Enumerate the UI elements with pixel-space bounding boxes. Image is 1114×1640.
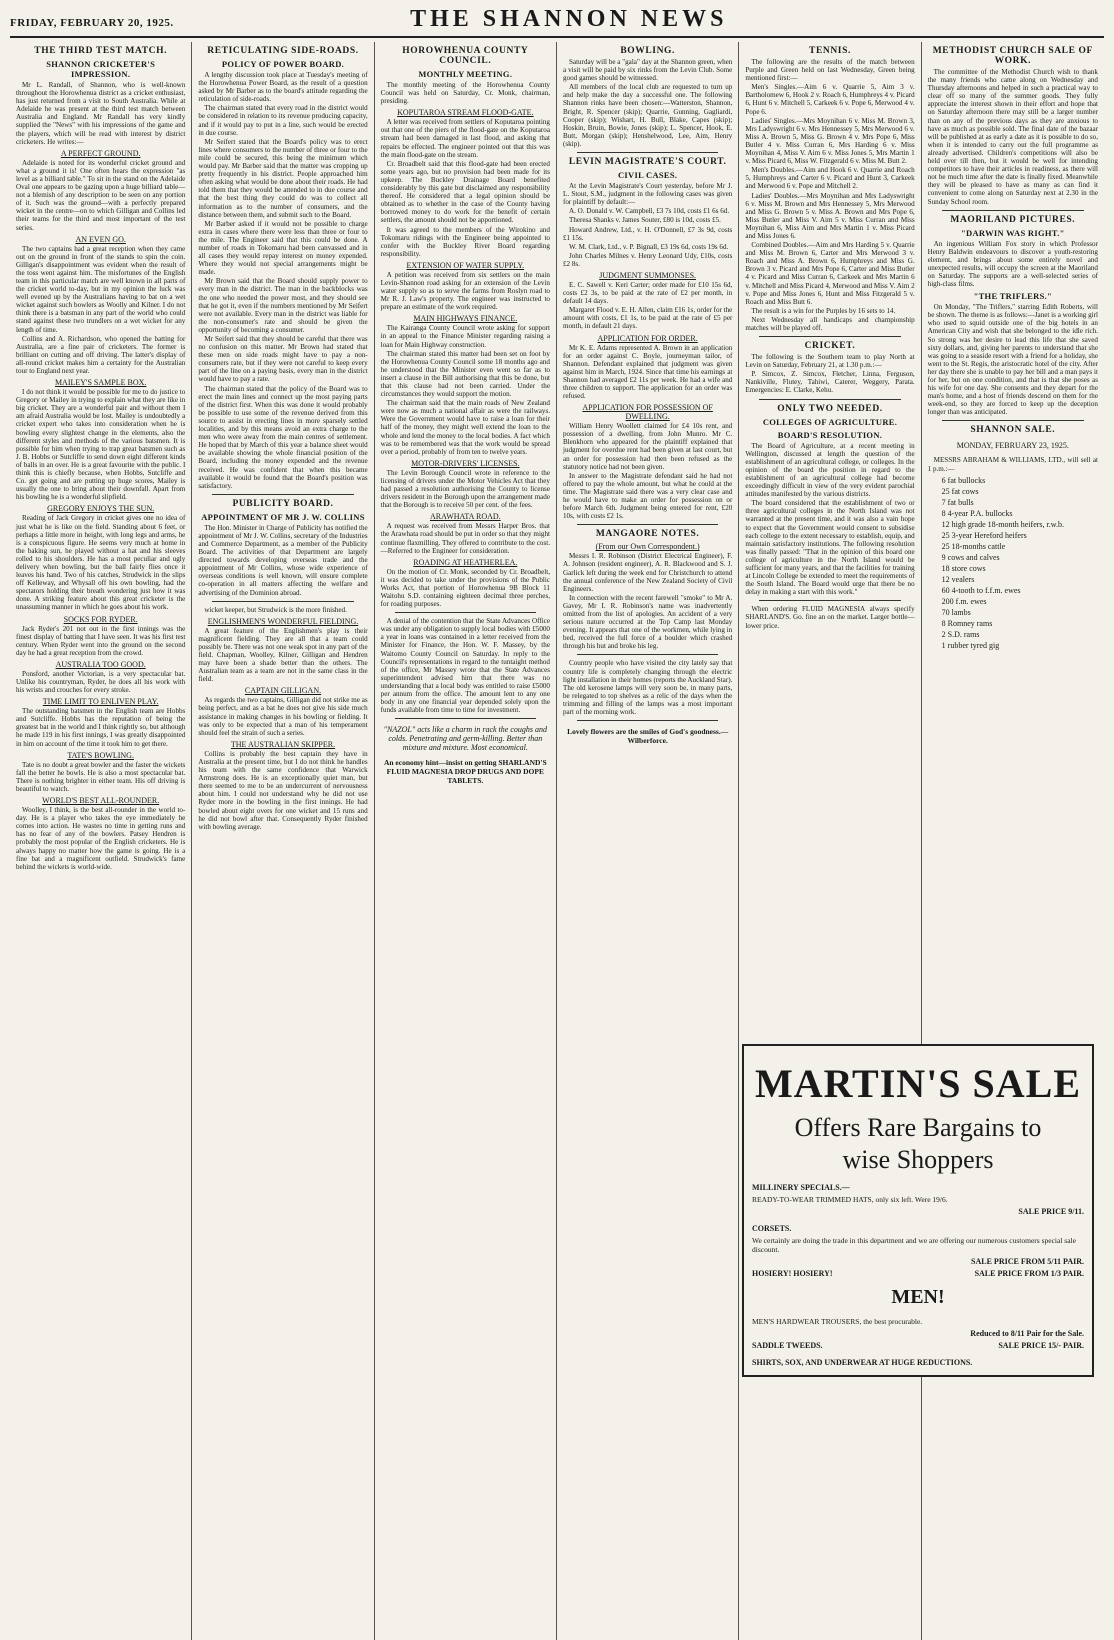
fluid-magnesia-advert: When ordering FLUID MAGNESIA always specify SHARLAND'S. Go. fine an on the market. Larger bottle—lower price. (745, 605, 915, 630)
newspaper-title: THE SHANNON NEWS (410, 6, 728, 32)
column-6 (922, 42, 1104, 1640)
corsets-heading: CORSETS. (752, 1224, 792, 1233)
divider (395, 718, 536, 719)
paragraph: Ladies' Singles.—Mrs Moynihan 6 v. Miss M. Brown 3, Mrs Ladyswright 6 v. Mrs Hennessey 5, Mrs Merwood 6 v. Miss A. Brown 5, Miss G. Brown 4 v. Mrs Pope 6, Miss Butler 4 v. Miss Curran 6, Mrs Harding 6 v. Miss Moynihan 4, Miss V. Aim 6 v. Miss Jones 5, Mrs Martin 1 v. Miss Picard 6, Miss W. Fitzgerald 6 v. Miss M. Butt 2. (745, 116, 915, 166)
section-heading: APPLICATION FOR ORDER. (597, 333, 698, 343)
paragraph: The board considered that the establishment of two or three agricultural colleges in the North Island was not warranted at the present time, and it was also a vain hope to expect that the Government would consent to subsidise each college to the extent necessary to establish, equip, and maintain satisfactory institutions. The following resolution was finally passed: "That in the opinion of this board one college of agriculture in the North Island would be sufficient for many years, and that the facilities for training at Lincoln College be extended to meet the requirements of the South Island. The Board would urge that there be no delay in making a start with this work." (745, 499, 915, 597)
corsets-description: We certainly are doing the trade in this department and we are offering our numerous customers special sale discount. (752, 1236, 1076, 1254)
paragraph: A petition was received from six settlers on the main Levin-Shannon road asking for an extension of the Levin water supply so as to serve the farms from Roslyn road to Mr R. J. Law's property. The engineer was instructed to prepare an estimate of the work required. (380, 270, 550, 312)
paragraph: The committee of the Methodist Church wish to thank the many friends who came along on Wednesday and Thursday afternoons and helped in such a practical way to clear off so many of the summer goods. They fully appreciate the interest shown in their effort and hope that on Saturday afternoon there may still be a larger number than on any of the previous days as they are anxious to have as much as possible sold. The final date of the bazaar will be published at as early a date as it is possible to do so, when it is intended to carry out the full programme as already advertised. Children's competitions will also be held over till then, but it would be well for intending competitors to have their articles in readiness, as there will not be much time after the date is finally fixed. Meanwhile they will be pleased to have as many as can find it convenient to come along on Saturday next at 2.30 in the Sunday School room. (927, 68, 1098, 206)
paragraph: The outstanding batsmen in the English team are Hobbs and Sutcliffe. Hobbs has the reputation of being the greatest bat in the world and I think rightly so, but although he made 119 in his first innings, I was greatly disappointed in him on account of the time it took him to get there. (16, 707, 186, 748)
subhead-appointment: APPOINTMENT OF MR J. W. COLLINS (201, 511, 365, 522)
corsets-price: SALE PRICE FROM 5/11 PAIR. (971, 1257, 1084, 1266)
paragraph: The chairman stated this matter had been set on foot by the Horowhenua County Council some 18 months ago and he understood that the Minister even went so far as to insert a clause in the Bill authorising that this be done, but that this clause had not been carried. Under the circumstances they would support the motion. (380, 349, 550, 399)
headline-shannon-sale: SHANNON SALE. (970, 425, 1056, 436)
hats-description: READY-TO-WEAR TRIMMED HATS, only six left. Were 19/6. (752, 1195, 948, 1204)
paragraph: The Levin Borough Council wrote in reference to the licensing of drivers under the Motor Vehicles Act that they had passed a resolution authorising the County to license drivers resident in the Borough upon the arrangement made that the Borough is to receive 50 per cent. of the fees. (380, 468, 550, 510)
paragraph: Saturday will be a "gala" day at the Shannon green, when a visit will be paid by six rinks from the Levin Club. Some good games should be witnessed. (562, 58, 733, 83)
paragraph: The following are the results of the match between Purple and Green held on last Wednesday, Green being mentioned first:— (745, 58, 915, 83)
section-heading: ENGLISHMEN'S WONDERFUL FIELDING. (207, 616, 359, 626)
sale-item: 12 vealers (941, 574, 975, 584)
tweeds-heading: SADDLE TWEEDS. (752, 1341, 823, 1350)
paragraph: Ponsford, another Victorian, is a very spectacular bat. Unlike his countryman, Ryder, he does all his work with his wrists and crouches for every stroke. (16, 669, 186, 695)
subhead-impression: SHANNON CRICKETER'S IMPRESSION. (46, 59, 156, 79)
sale-item: 25 fat cows (941, 486, 979, 496)
column-5 (739, 42, 921, 1640)
headline-methodist-sale: METHODIST CHURCH SALE OF WORK. (932, 46, 1093, 66)
column-2 (192, 42, 374, 1640)
paragraph: A letter was received from settlers of Koputaroa pointing out that one of the piers of the flood-gate on the Koputaroa stream had been damaged in last flood, and asking that repairs be effected. The engineer pointed out that this was the main flood-gate on the stream. (380, 118, 550, 159)
headline-maoriland-pictures: MAORILAND PICTURES. (950, 214, 1076, 225)
subhead-darwin: "DARWIN WAS RIGHT." (961, 227, 1065, 238)
hosiery-price: SALE PRICE FROM 1/3 PAIR. (974, 1269, 1084, 1278)
subhead-monthly-meeting: MONTHLY MEETING. (418, 69, 513, 79)
headline-side-roads: RETICULATING SIDE-ROADS. (207, 46, 359, 56)
section-heading: GREGORY ENJOYS THE SUN. (47, 504, 155, 514)
paragraph: Men's Doubles.—Aim and Hook 6 v. Quarrie and Roach 5, Humphreys and Carter 6 v. Picard and Hunt 3, Carkeek and Merwood 6 v. Pope and Mitchell 2. (745, 166, 915, 191)
sale-item: 2 S.D. rams (941, 629, 980, 639)
paragraph: Messrs I. R. Robinson (District Electrical Engineer), F. A. Johnson (resident engineer), A. R. Blackwood and S. J. Garlick left during the week end for Christchurch to attend the annual conference of the New Zealand Society of Civil Engineers. (562, 552, 733, 593)
sale-item: 12 high grade 18-month heifers, r.w.b. (941, 519, 1064, 529)
advert-title: MARTIN'S SALE (754, 1061, 1082, 1106)
paragraph: John Charles Milnes v. Henry Leonard Udy, £10s, costs £2 8s. (562, 251, 733, 268)
sale-date: MONDAY, FEBRUARY 23, 1925. (956, 441, 1069, 451)
paragraph: Jack Ryder's 201 not out in the first innings was the finest display of batting that I have seen. It was his first test century. When Ryder went into the ground on the second day he had a great reception from the crowd. (16, 624, 186, 657)
paragraph: Cr. Broadbelt said that this flood-gate had been erected some years ago, but no provision had been made for its upkeep. The Buckley Drainage Board benefited considerably by this gate but disclaimed any responsibility thereof. He considered that a legal opinion should be obtained as to whether in the case of the County having borrowed money to do work for the benefit of certain settlers, the amount should not be apportioned. (380, 159, 550, 225)
paragraph: At the Levin Magistrate's Court yesterday, before Mr J. L. Stout, S.M., judgment in the following cases was given for plaintiff by default:— (562, 182, 733, 207)
headline-cricket: CRICKET. (804, 341, 856, 352)
headline-magistrates-court: LEVIN MAGISTRATE'S COURT. (568, 157, 727, 168)
paragraph: The chairman stated that every road in the district would be considered in relation to its revenue producing capacity, and if it would pay to put in a line, such would be erected in due course. (198, 104, 368, 137)
paragraph: Mr L. Randall, of Shannon, who is well-known throughout the Horowhenua district as a cricket enthusiast, has just returned from a visit to South Australia. While at Adelaide he was present at the third test match between Australia and England. Mr Randall has very kindly supplied the "News" with his impressions of the game and the players, which will be read with interest by district cricketers. He writes:— (16, 81, 186, 146)
divider (577, 524, 718, 525)
headline-tennis: TENNIS. (809, 46, 851, 56)
paragraph: Mr Barber asked if it would not be possible to charge extra in cases where there were less than three or four to the mile. The Engineer said that this could be done. A number of roads in Tokomaru had been canvassed and in all cases they would repay interest on money expended. Where they would not special arrangements might be made. (198, 219, 368, 277)
headline-test-match: THE THIRD TEST MATCH. (34, 46, 168, 56)
paragraph: A lengthy discussion took place at Tuesday's meeting of the Horowhenua Power Board, as the result of a question asked by Mr Barber as to the board's attitude regarding the reticulation of side-roads. (198, 71, 368, 104)
men-heading: MEN! (891, 1286, 945, 1308)
divider (577, 654, 718, 655)
paragraph: A. O. Donald v. W. Campbell, £3 7s 10d, costs £1 6s 6d. (568, 207, 730, 216)
section-heading: A PERFECT GROUND. (60, 148, 141, 158)
paragraph: A great feature of the Englishmen's play is their magnificent fielding. They are all that a team could possibly be. There was not one weak spot in any part of the field. Chapman, Woolley, Kilner, Gilligan and Hendren may have been a shade better than the others. The Australian team as a team are not in the same class in the field. (198, 626, 368, 684)
section-heading: TATE'S BOWLING. (67, 750, 134, 760)
divider (759, 399, 900, 400)
paragraph: Next Wednesday all handicaps and championship matches will be played off. (745, 315, 915, 332)
sale-item: 25 18-months cattle (941, 541, 1006, 551)
paragraph: The chairman stated that the policy of the Board was to erect the main lines and connect up the most paying parts of the district first. When this was done it would probably be possible to use some of the revenue derived from this source to assist in erecting lines in more sparsely settled localities, and by this means avoid an extra charge to the men who were away from the main centres of settlement. He hoped that by March of this year a balance sheet would be available showing the whole financial position of the Board, including the money expended and the revenue received. He was confident that when this became available it would be found that the Board's position was satisfactory. (198, 384, 368, 490)
section-heading: AUSTRALIA TOO GOOD. (55, 659, 146, 669)
sale-item: 70 lambs (941, 607, 971, 617)
issue-date: FRIDAY, FEBRUARY 20, 1925. (10, 17, 174, 29)
shirts-line: SHIRTS, SOX, AND UNDERWEAR AT HUGE REDUCTIONS. (752, 1358, 973, 1367)
section-heading: JUDGMENT SUMMONSES. (599, 270, 697, 280)
advert-tagline-1: Offers Rare Bargains to (794, 1113, 1042, 1142)
headline-only-two-needed: ONLY TWO NEEDED. (777, 403, 883, 414)
divider (942, 210, 1084, 211)
paragraph: Collins and A. Richardson, who opened the batting for Australia, are a fine pair of cricketers. The former is brilliant on cutting and off driving. The latter's display of all-round cricket makes him a certainty for the Australian tour to England next year. (16, 334, 186, 375)
hats-price: SALE PRICE 9/11. (1018, 1207, 1084, 1216)
section-heading: MAIN HIGHWAYS FINANCE. (413, 314, 518, 324)
trousers-description: MEN'S HARDWEAR TROUSERS, the best procurable. (752, 1317, 923, 1326)
sale-item: 7 fat bulls (941, 497, 974, 507)
section-heading: (From our Own Correspondent.) (595, 542, 700, 552)
paragraph: As regards the two captains, Gilligan did not strike me as being perfect, and as a bat he does not give his side much assistance in making changes in his bowling or fielding. It was only to be expected that a man of his temperament should feel the strain of such a series. (198, 696, 368, 737)
headline-mangaore-notes: MANGAORE NOTES. (595, 529, 700, 540)
headline-county-council: HOROWHENUA COUNTY COUNCIL. (402, 46, 529, 66)
paragraph: A request was received from Messrs Harper Bros. that the Arawhata road should be put in order so that they might continue flaxmilling. They offered to contribute to the cost.—Referred to the Engineer for consideration. (380, 522, 550, 555)
paragraph: An ingenious William Fox story in which Professor Henry Baldwin endeavours to discover a youth-restoring element, and brings about some entirely novel and unexpected results, will occupy the screen at the Maoriland on Saturday. The supports are a well-selected series of high-class films. (927, 239, 1098, 289)
column-1 (10, 42, 192, 1640)
paragraph: Tate is no doubt a great bowler and the faster the wickets fall the better he bowls. He is also a most spectacular bat. There is nothing brighter in either team. His off driving is beautiful to watch. (16, 760, 186, 793)
subhead-triflers: "THE TRIFLERS." (973, 291, 1053, 302)
sale-item: 18 store cows (941, 563, 986, 573)
paragraph: The Kairanga County Council wrote asking for support in an appeal to the Finance Minister regarding raising a loan for Main Highway construction. (380, 324, 550, 349)
section-heading: AN EVEN GO. (75, 234, 126, 244)
divider (577, 720, 718, 721)
paragraph: It was agreed to the members of the Wirokino and Tokomaru ridings with the Engineer being appointed to confer with the Buckley River Board regarding responsibility. (380, 225, 550, 258)
paragraph: Reading of Jack Gregory in cricket gives one no idea of just what he is like on the field. Standing about 6 feet, or perhaps a little more in height, with long legs and arms, he is a conspicuous figure. He seems very much at home in the baking sun, he played without a hat and his sleeves rolled to his shoulders. He has a most peculiar and ugly delivery when bowling, but the ball fairly flies once it leaves his hand. Two of his catches, Strudwick in the slips off Kelleway, and Whysall off his own bowling, had the spectators holding their breath wondering just how it was done. A striking feature about this great cricketer is the unassuming manner in which he goes about his work. (16, 514, 186, 612)
paragraph: In connection with the recent farewell "smoke" to Mr A. Gavey, Mr I. R. Robinson's name was inadvertently omitted from the list of apologies. An accident of a very serious nature occurred at the Top Camp last Monday evening. It appears that one of the workmen, while lying in bed, received the full force of a boulder which crashed through his hut and broke his leg. (562, 593, 733, 651)
sale-item: 200 f.m. ewes (941, 596, 987, 606)
subhead-civil-cases: CIVIL CASES. (617, 170, 678, 181)
section-heading: TIME LIMIT TO ENLIVEN PLAY. (42, 697, 159, 707)
masthead (10, 6, 1104, 38)
subhead-power-board: POLICY OF POWER BOARD. (221, 59, 345, 69)
paragraph: Ladies' Doubles.—Mrs Moynihan and Mrs Ladyswright 6 v. Miss M. Brown and Mrs Hennessey 5, Mrs Merwood and Miss G. Brown 5 v. Miss A. Brown and Mrs Pope 6, Miss Butler and Miss V. Aim 5 v. Miss Curran and Miss Moynihan 6, Miss Aim and Mrs Martin 1 v. Miss Picard and Miss Jones 6. (745, 191, 915, 240)
paragraph: The Board of Agriculture, at a recent meeting in Wellington, discussed at length the question of the establishment of an agricultural college, or colleges. In the opinion of the board the position in regard to the establishment of an agricultural college had become exceedingly difficult in view of the very evident parochial attitudes manifested by the various districts. (745, 441, 915, 499)
paragraph: The result is a win for the Purples by 16 sets to 14. (751, 306, 896, 315)
section-heading: MAILEY'S SAMPLE BOX. (54, 378, 147, 388)
paragraph: Howard Andrew, Ltd., v. H. O'Donnell, £7 3s 9d, costs £1 15s. (562, 225, 733, 242)
divider (212, 494, 353, 495)
subhead-resolution: BOARD'S RESOLUTION. (777, 429, 883, 440)
paragraph: On the motion of Cr. Monk, seconded by Cr. Broadbelt, it was decided to take under the provisions of the Public Works Act, that portion of Horowhenua 9B Block 11 Waitohu S.D. containing eighteen decimal three perches, for roading purposes. (380, 567, 550, 609)
paragraph: I do not think it would be possible for me to do justice to Gregory or Mailey in trying to explain what they are like in big cricket. They are a wonderful pair and without them I am afraid Australia would be lost. Mailey is undoubtedly a cricket expert who takes into consideration when he is bowling every slightest change in the elements, also the different styles and methods of the various batsmen. It is possible for him when trying to trap great batsmen such as J. B. Hobbs or Sutcliffe to send down eight different kinds of balls in an over. He is a great favourite with the public. I think this is chiefly because, when Hobbs, Sutcliffe and Co. get going and are putting up huge scores, Mailey is usually the one to bring about their downfall. Apart from his bowling he is a wonderful slipfield. (16, 388, 186, 502)
sale-items-list (942, 475, 1098, 651)
paragraph: Mr Seifert said that they should be careful that there was no confusion on this matter. Mr Brown had stated that these men on side roads might have to pay a non-consumers rate, but if they were not careful to keep every part of the line on a paying basis, every man in the district would have to pay a rate. (198, 335, 368, 384)
subhead-colleges: COLLEGES OF AGRICULTURE. (762, 416, 898, 427)
quotation: Lovely flowers are the smiles of God's goodness.—Wilberforce. (567, 727, 729, 746)
headline-publicity-board: PUBLICITY BOARD. (232, 498, 334, 509)
sale-item: 25 3-year Hereford heifers (941, 530, 1027, 540)
paragraph: Mr Seifert stated that the Board's policy was to erect lines where consumers to the number of three or four to the mile could be secured, this being the minimum which would pay. Mr Barber said that the matter was cropping up pretty frequently in his district. People approached him often asking what would be done about their roads. He had told them that they would be attended to in due course and that the best thing they could do was to collect all information as to the number of consumers, and the distance between them, and submit such to the Board. (198, 137, 368, 219)
paragraph: On Monday, "The Triflers," starring Edith Roberts, will be shown. The theme is as follows:—Janet is a working girl who used to squid outside one of the big hotels in an American City and wish that she belonged to the idle rich. So strong was her desire to lead this life that she saved sixty dollars, and, giving her parents to understand that she was going to a seaside resort with a friend for a holiday, she went to the St. Regis, the aristocratic hotel of the city. After her day there she is unable to pay her bill and a man pays it for her, but on one condition, and that is that she poses as his wife for one day. She consents and they depart for the man's home, and a host of friends descend on them for the week-end, so they are forced to keep up the deception longer than was anticipated. (927, 303, 1098, 417)
section-heading: ARAWHATA ROAD. (429, 512, 501, 522)
sale-item: 6 fat bullocks (941, 475, 986, 485)
sharlands-advert: An economy hint—insist on getting SHARLAND'S FLUID MAGNESIA DROP DRUGS AND DOPE TABLETS. (383, 758, 547, 786)
paragraph: Theresa Shanks v. James Souter, £80 is 10d, costs £5. (568, 216, 721, 225)
sale-item: 1 rubber tyred gig (941, 640, 1000, 650)
advert-tagline-2: wise Shoppers (842, 1145, 994, 1174)
paragraph: A denial of the contention that the State Advances Office was under any obligation to supply local bodies with £5000 a year in loans was contained in a letter received from the Minister for Finance, the Hon. W. F. Massey, by the Waitomo County Council on Saturday. In reply to the Council's representations in regard to the tuntaight method of the office, Mr Massey wrote that the State Advances superintendent advised him that there was no understanding that a local body was entitled to raise £5000 per annum from the office. The amount lent to any one body in any one financial year depended solely upon the funds available from time to time for investment. (380, 617, 550, 715)
section-heading: THE AUSTRALIAN SKIPPER. (230, 739, 336, 749)
paragraph: Collins is probably the best captain they have in Australia at the present time, but I do not think he handles his team with the same confidence that Warwick Armstrong does. He is an exceptionally quiet man, but there seemed to me to be an undercurrent of nervousness about him. I could not understand why he did not use Ryder more in the bowling in the first innings. He had bowled about eight overs for one wicket and 15 runs and he did not bowl after that. Consequently Ryder finished with bowling average. (198, 749, 368, 831)
sale-item: 9 cows and calves (941, 552, 1000, 562)
paragraph: Mr K. E. Adams represented A. Brown in an application for an order against C. Boyle, journeyman tailor, of Shannon. Defendant explained that judgment was given against him in March, 1924. Since that time his earnings at Shannon had averaged £2 11s per week. He had a wife and three children to support. The application for an order was refused. (562, 343, 733, 401)
tweeds-price: SALE PRICE 15/- PAIR. (998, 1341, 1084, 1350)
columns (10, 42, 1104, 1640)
divider (759, 336, 900, 337)
section-heading: WORLD'S BEST ALL-ROUNDER. (42, 796, 160, 806)
paragraph: Men's Singles.—Aim 6 v. Quarrie 5, Aim 3 v. Bartholomew 6, Hook 2 v. Roach 6, Humphreys 4 v. Picard 6, Hunt 6 v. Mitchell 5, Carkeek 6 v. Pope 6, Merwood 4 v. Pope 6. (745, 83, 915, 116)
sale-intro: MESSRS ABRAHAM & WILLIAMS, LTD., will sell at 1 p.m.:— (927, 456, 1098, 473)
paragraph: Adelaide is noted for its wonderful cricket ground and what a ground it is! One often hears the expression "as level as a billiard table." To sit in the stand on the Adelaide Oval one appears to be gazing upon a huge billiard table—not a blemish of any description to be seen on any portion of it. Such was the ground—with a perfectly prepared wicket in the centre—on to which Gilligan and Collins led their teams for the third and most important of the test series. (16, 158, 186, 232)
paragraph: All members of the local club are requested to turn up and help make the day a successful one. The following Shannon rinks have been chosen:—Watterston, Shannon, Bright, R. Spencer (skip); Quarrie, Gunning, Gagliardi, Cooper (skip); Wishart, H. Bull, Blake, Capes (skip); Hoskin, Bruin, Bowie, Jones (skip); L. Spencer, Hook, E. Butt, Morgan (skip); Henshelwood, Lee, Aim, Henry (skip). (562, 83, 733, 148)
millinery-heading: MILLINERY SPECIALS.— (752, 1183, 850, 1192)
sale-item: 60 4-tooth to f.f.m. ewes (941, 585, 1021, 595)
paragraph: wicket keeper, but Strudwick is the more finished. (204, 605, 347, 614)
paragraph: The Hon. Minister in Charge of Publicity has notified the appointment of Mr J. W. Collins, secretary of the Industries and Commerce Department, as a member of the Publicity Board. The activities of that Department are largely directed towards developing overseas trade and the appointment of Mr Collins, whose wide experience of overseas conditions is well known, will ensure complete co-operation in all matters affecting the welfare and advertising of the Dominion abroad. (198, 523, 368, 597)
hosiery-heading: HOSIERY! HOSIERY! (752, 1269, 833, 1278)
paragraph: In answer to the Magistrate defendant said he had not offered to pay the whole amount, but what he could at the time. The Magistrate said there was a very clear case and he would have to make an order for possession on or before March 6th. Judgment being entered for rent, £20 10s, with costs £2 1s. (562, 471, 733, 521)
headline-bowling: BOWLING. (620, 46, 675, 56)
divider (212, 601, 353, 602)
paragraph: P. Simcox, Z. Simcox, Fletcher, Linna, Ferguson, Nankiville, Flutey, Tahiwi, Caterer, Weggery, Parata. Emergencies: E. Clarke, Kehu. (745, 370, 915, 395)
column-4 (557, 42, 739, 1640)
section-heading: MOTOR-DRIVERS' LICENSES. (411, 458, 520, 468)
paragraph: The monthly meeting of the Horowhenua County Council was held on Saturday, Cr. Monk, chairman, presiding. (380, 81, 550, 106)
paragraph: Margaret Flood v. E. H. Allen, claim £16 1s, order for the amount with costs, £1 1s, to be paid at the rate of £5 per month, in default 21 days. (562, 306, 733, 331)
divider (942, 420, 1084, 421)
paragraph: E. C. Sawell v. Keri Carter; order made for £10 15s 6d, costs £2 3s, to be paid at the rate of £2 per month, in default 14 days. (562, 280, 733, 306)
nazol-advert: "NAZOL" acts like a charm in rack the coughs and colds. Penetrating and germ-killing. Better than mixture and mixture. Most economical. (383, 725, 547, 753)
sale-item: 8 Romney rams (941, 618, 993, 628)
paragraph: Mr Brown said that the Board should supply power to every man in the district. The man in the backblocks was the one who needed the power most, and they should see that he got it, even if the numbers mentioned by Mr Seifert were not available. Every man in the district was liable for the non-consumer's rate and should be given the opportunity of becoming a consumer. (198, 277, 368, 334)
trousers-price: Reduced to 8/11 Pair for the Sale. (970, 1329, 1084, 1338)
martins-sale-advert (742, 1044, 1094, 1377)
paragraph: The two captains had a great reception when they came out on the ground in front of the stands to spin the coin. Gilligan's disappointment was evident when the result of the toss went against him. The misfortunes of the English team in this particular match are well known in all parts of the cricket world to-day, but in my opinion the luck was well evened up by the Australians having to bat on a wet wicket against such bowlers as Woolly and Kilner. I do not think there is a batsman in any part of the world who could stand against these two trundlers on a wet wicket for any length of time. (16, 244, 186, 334)
section-heading: EXTENSION OF WATER SUPPLY. (406, 260, 525, 270)
section-heading: SOCKS FOR RYDER. (63, 614, 138, 624)
divider (395, 612, 536, 613)
paragraph: The following is the Southern team to play North at Levin on Saturday, February 21, at 1.30 p.m.:— (745, 353, 915, 370)
divider (759, 600, 900, 601)
section-heading: CAPTAIN GILLIGAN. (244, 686, 322, 696)
section-heading: APPLICATION FOR POSSESSION OF DWELLING. (582, 403, 713, 422)
paragraph: Woolley, I think, is the best all-rounder in the world to-day. He is a player who takes the eye immediately he comes into action. He wastes no time in getting runs and has no fear of any of the bowlers. Patsey Hendren is probably the most popular of the English cricketers. He is always happy no matter how the game is going. He is a fine bat and a magnificent outfield. Strudwick's fame behind the wickets is world-wide. (16, 806, 186, 871)
section-heading: KOPUTAROA STREAM FLOOD-GATE. (397, 108, 534, 118)
column-3 (375, 42, 557, 1640)
paragraph: Country people who have visited the city lately say that country life is completely changing through the electric light installation in their homes (reports the Auckland Star). The old kerosene lamps will very soon be, in many parts, be relegated to top shelves as a relic of the days when the trimming and filling of the lamps was a most important part of the morning work. (562, 659, 733, 716)
divider (577, 152, 718, 153)
paragraph: Combined Doubles.—Aim and Mrs Harding 5 v. Quarrie and Miss M. Brown 6, Carter and Mrs Merwood 3 v. Roach and Miss A. Brown 6, Humphreys and Miss G. Brown 3 v. Picard and Mrs Pope 6, Carter and Miss Butler 4 v. Picard and Miss Curran 6, Carkeek and Mrs Martin 6 v. Mitchell and Miss Picard 4, Merwood and Miss V. Aim 2 v. Pope and Miss Jones 6, Hunt and Miss Fitzgerald 5 v. Roach and Miss Butt 6. (745, 241, 915, 306)
paragraph: William Henry Woollett claimed for £4 10s rent, and possession of a dwelling, from John Munro. Mr C. Blenkhorn who appeared for the plaintiff explained that judgment for overdue rent had been given at last court, but an order for possession had then been refused as the statutory notice had not been given. (562, 422, 733, 471)
section-heading: ROADING AT HEATHERLEA. (413, 557, 518, 567)
paragraph: W. M. Clark, Ltd., v. P. Bignall, £3 19s 6d, costs 19s 6d. (568, 242, 729, 251)
paragraph: The chairman said that the main roads of New Zealand were now as much a national affair as were the railways. Were the Government would have to raise a loan for their half of the money, they might well extend the loan to the whole and lend the money to the local bodies. A fact which was to be remembered was that the work would be spread over a period, probably of from ten to twelve years. (380, 399, 550, 456)
sale-item: 8 4-year P.A. bullocks (941, 508, 1013, 518)
